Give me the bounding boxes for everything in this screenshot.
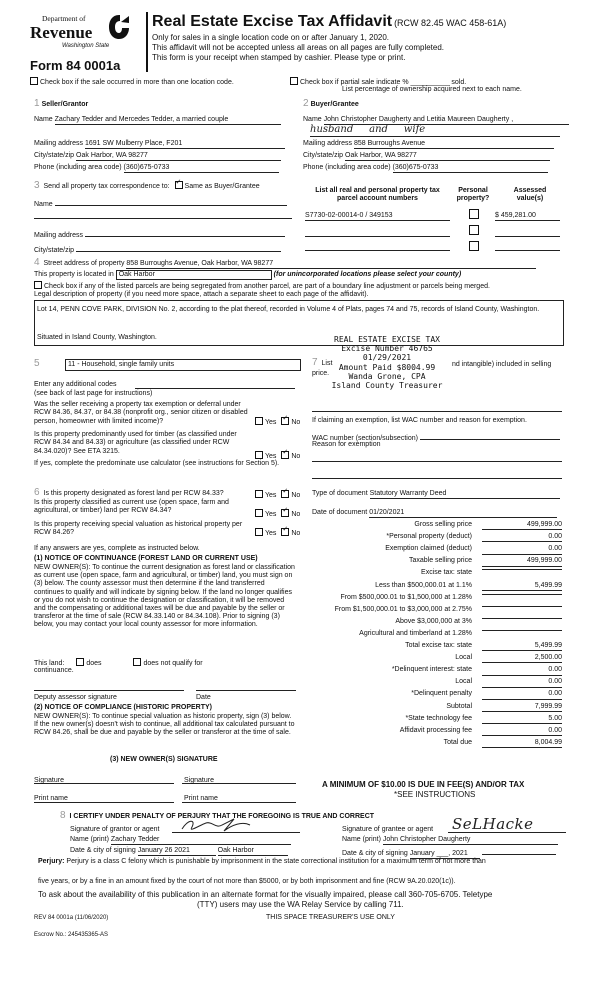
fee-label: Local: [455, 654, 472, 662]
street-field[interactable]: 858 Burroughs Avenue, Oak Harbor, WA 98277: [126, 260, 536, 269]
personal-property-checkbox[interactable]: [469, 209, 479, 219]
wac-label: WAC number (section/subsection): [312, 435, 418, 442]
if-any-note: If any answers are yes, complete as instructed below.: [34, 545, 200, 552]
owner-sig-label-2: Signature: [184, 777, 214, 784]
personal-col-header: Personal property?: [456, 187, 490, 203]
form-rcw: (RCW 82.45 WAC 458-61A): [394, 18, 507, 28]
timber-yes-label: Yes: [265, 453, 277, 460]
doc-type-field[interactable]: Statutory Warranty Deed: [370, 490, 560, 499]
tax-name-line-2[interactable]: [34, 217, 292, 219]
fee-value[interactable]: 5,499.99: [482, 582, 562, 591]
partial-sale-checkbox[interactable]: [290, 77, 298, 85]
section-number-2: 2: [303, 98, 309, 109]
seller-phone-field[interactable]: (360)675-0733: [124, 164, 279, 173]
legal-text-1: Lot 14, PENN COVE PARK, DIVISION No. 2, according to the plat thereof, recorded in Volume 4 of Plats, pages 74 and 75, records of Island County, Washington.: [37, 306, 540, 313]
grantor-name-field[interactable]: Zachary Tedder: [111, 836, 291, 845]
section-7-price: price.: [312, 370, 330, 377]
fee-value[interactable]: 0.00: [482, 727, 562, 736]
exempt-no-checkbox[interactable]: [281, 417, 289, 425]
fee-value[interactable]: 5,499.99: [482, 642, 562, 651]
street-row: [34, 257, 536, 269]
q-current: Is this property classified as current use (open space, farm and agricultural, or timber) land per RCW 84.34?: [34, 499, 229, 515]
escrow-number: Escrow No.: 245435365-AS: [34, 932, 109, 938]
personal-property-checkbox-3[interactable]: [469, 241, 479, 251]
land-use-select[interactable]: 11 - Household, single family units: [65, 359, 301, 371]
seller-heading: [34, 98, 88, 110]
notice-1-heading: (1) NOTICE OF CONTINUANCE (FOREST LAND OR CURRENT USE): [34, 555, 258, 562]
reason-line-2[interactable]: [312, 478, 562, 479]
notice-2-text: NEW OWNER(S): To continue special valuation as historic property, sign (3) below. If the new owner(s) doesn't wish to continue, all additional tax calculated pursuant to RCW 84.26, shall be due and payable by the seller or transferor at the time of sale.: [34, 713, 295, 737]
perjury-text: Perjury is a class C felony which is punishable by imprisonment in the state correctional institution for a maximum term of not more than: [66, 858, 486, 865]
doc-date-row: [312, 509, 557, 518]
buyer-mail-row: [303, 140, 554, 149]
treasurer-use-only: THIS SPACE TREASURER'S USE ONLY: [266, 914, 395, 921]
buyer-heading: [303, 98, 359, 110]
grantee-sig-label: Signature of grantee or agent: [342, 826, 434, 833]
seller-city-row: [34, 152, 281, 161]
form-title: Real Estate Excise Tax Affidavit: [152, 13, 393, 30]
stamp-line-2: Excise Number 46765: [341, 344, 433, 354]
parcel-cell[interactable]: S7730-02-00014-0 / 349153: [305, 212, 450, 221]
doc-date-label: Date of document: [312, 509, 368, 516]
stamp-line-1: REAL ESTATE EXCISE TAX: [334, 335, 440, 344]
buyer-name-handwritten: husband and wife: [310, 124, 560, 137]
header-line-3: This form is your receipt when stamped by cashier. Please type or print.: [152, 53, 406, 62]
grantee-name-label: Name (print): [342, 836, 381, 843]
owner-sig-label-1: Signature: [34, 777, 64, 784]
fee-label: *Delinquent interest: state: [391, 666, 472, 674]
logo-dept: Department of: [42, 14, 86, 23]
buyer-phone-field[interactable]: (360)675-0733: [393, 164, 548, 173]
partial-sale-label: Check box if partial sale indicate % __________ sold.: [300, 79, 467, 86]
notice-1-text: NEW OWNER(S): To continue the current designation as forest land or classification as current use (open space, farm and agricultural, or timber) land, you must sign on (3) below. The county assessor must then determine if the land transferred continues to qualify and will indicate by signing below. If the land no longer qualifies or you do not wish to continue the designation or classification, it will be removed and the compensating or additional taxes will be due and payable by the seller or transferor at the time of sale (RCW 84.33.140 or 84.34.108). Prior to signing (3) below, you may contact your local county assessor for more information.: [34, 564, 295, 629]
continuance-label: continuance.: [34, 667, 74, 674]
seller-name-label: Name: [34, 116, 53, 123]
assessed-row-3[interactable]: [495, 250, 560, 251]
street-label: Street address of property: [43, 260, 125, 267]
ada-line-2: (TTY) users may use the WA Relay Service by calling 711.: [197, 900, 404, 909]
fee-label: *Delinquent penalty: [411, 690, 472, 698]
tax-correspondence-row: [34, 180, 260, 192]
fee-label: Total due: [443, 738, 472, 746]
multi-location-checkbox[interactable]: [30, 77, 38, 85]
fee-value[interactable]: 499,999.00: [482, 557, 562, 566]
owner-print-label-1: Print name: [34, 795, 68, 802]
dor-logo: [30, 12, 134, 58]
fee-value[interactable]: [482, 618, 562, 619]
seller-name-field[interactable]: Zachary Tedder and Mercedes Tedder, a married couple: [55, 116, 281, 125]
owner-print-label-2: Print name: [184, 795, 218, 802]
fee-value[interactable]: [482, 606, 562, 607]
fee-label: *Personal property (deduct): [386, 533, 472, 541]
buyer-phone-label: Phone (including area code): [303, 164, 391, 171]
tax-city-label: City/state/zip: [34, 247, 75, 254]
buyer-city-row: [303, 152, 550, 161]
buyer-mail-field[interactable]: 858 Burroughs Avenue: [354, 140, 554, 149]
fee-value[interactable]: 0.00: [482, 545, 562, 554]
tax-correspondence-label: Send all property tax correspondence to:: [43, 183, 170, 190]
grantee-name-field[interactable]: John Christopher Daugherty: [383, 836, 558, 845]
header-line-2: This affidavit will not be accepted unless all areas on all pages are fully completed.: [152, 43, 445, 52]
does-label: does: [86, 660, 102, 667]
reason-label: Reason for exemption: [312, 441, 381, 448]
exempt-yes-label: Yes: [265, 419, 277, 426]
q-current-answer[interactable]: [255, 509, 300, 519]
doc-date-field[interactable]: 01/20/2021: [369, 509, 557, 518]
special-yes-checkbox[interactable]: [255, 528, 263, 536]
seller-phone-row: [34, 164, 279, 173]
fee-value[interactable]: 0.00: [482, 666, 562, 675]
section-7-row: [312, 357, 332, 369]
grantee-name-row: [342, 836, 558, 845]
tax-name-field[interactable]: [55, 198, 287, 206]
rev-number: REV 84 0001a (11/06/2020): [34, 915, 109, 921]
fee-label: From $500,000.01 to $1,500,000 at 1.28%: [340, 593, 472, 601]
seller-city-label: City/state/zip: [34, 152, 75, 159]
fee-label: *State technology fee: [405, 714, 472, 722]
fee-value[interactable]: 5.00: [482, 715, 562, 724]
additional-codes-label: Enter any additional codes: [34, 381, 117, 388]
reason-line-1[interactable]: [312, 461, 562, 462]
forest-yes-label: Yes: [265, 492, 277, 499]
tax-mail-label: Mailing address: [34, 232, 84, 239]
grantee-date-field[interactable]: January ___, 2021: [410, 850, 480, 859]
fee-value[interactable]: 8,004.99: [482, 739, 562, 748]
q-timber: Is this property predominantly used for timber (as classified under RCW 84.34 and 84.33) or agriculture (as classified under RCW 84.34.020)? See ETA 3215.: [34, 431, 237, 455]
certify-heading: I CERTIFY UNDER PENALTY OF PERJURY THAT THE FOREGOING IS TRUE AND CORRECT: [69, 813, 375, 820]
additional-codes-field[interactable]: [135, 381, 295, 389]
stamp-line-3: 01/29/2021: [362, 353, 412, 363]
grantor-sig-label: Signature of grantor or agent: [70, 826, 160, 833]
grantor-name-label: Name (print): [70, 836, 109, 843]
assessed-value-cell[interactable]: $ 459,281.00: [495, 212, 560, 221]
section-number-4: 4: [34, 257, 40, 268]
located-label: This property is located in: [34, 271, 114, 278]
exempt-no-label: No: [291, 419, 301, 426]
fee-value[interactable]: 7,999.99: [482, 703, 562, 712]
legal-description-box[interactable]: [34, 300, 564, 346]
assessed-col-header: Assessed value(s): [513, 187, 547, 203]
buyer-city-label: City/state/zip: [303, 152, 344, 159]
grantor-date-row: [70, 847, 288, 856]
deputy-date-line[interactable]: [196, 690, 296, 691]
grantor-signature: [176, 815, 276, 835]
buyer-phone-row: [303, 164, 548, 173]
same-as-buyer-checkbox[interactable]: [175, 181, 183, 189]
multi-location-label: Check box if the sale occurred in more than one location code.: [40, 79, 234, 86]
header-line-1: Only for sales in a single location code on or after January 1, 2020.: [152, 33, 390, 42]
buyer-name-label: Name: [303, 116, 322, 123]
legal-label: Legal description of property (if you need more space, attach a separate sheet to each page of the affidavit).: [34, 291, 369, 298]
deputy-label: Deputy assessor signature: [34, 694, 117, 701]
section-number-1: 1: [34, 98, 40, 109]
perjury-text-2: five years, or by a fine in an amount fixed by the court of not more than $5000, or by both imprisonment and fine (RCW 9A.20.020(1c)).: [38, 878, 456, 885]
special-no-checkbox[interactable]: [281, 528, 289, 536]
located-select[interactable]: Oak Harbor: [116, 270, 272, 280]
fee-value[interactable]: [482, 594, 562, 595]
segregated-row[interactable]: [34, 281, 490, 291]
parcel-row-2[interactable]: [305, 236, 450, 237]
fee-value[interactable]: [482, 630, 562, 631]
segregated-checkbox[interactable]: [34, 281, 42, 289]
fee-value[interactable]: 2,500.00: [482, 654, 562, 663]
deputy-date-label: Date: [196, 694, 211, 701]
grantee-date-label: Date & city of signing: [342, 850, 408, 857]
segregated-label: Check box if any of the listed parcels are being segregated from another parcel, are part of a boundary line adjustment or parcels being merged.: [44, 283, 490, 290]
tax-name-row: [34, 198, 287, 209]
grantor-date-label: Date & city of signing: [70, 847, 136, 854]
see-instructions: *SEE INSTRUCTIONS: [394, 790, 476, 799]
section-7-list: List: [321, 360, 333, 367]
tax-mail-row: [34, 229, 285, 240]
section-number-7: 7: [312, 357, 318, 368]
parcel-row-3[interactable]: [305, 250, 450, 251]
seller-mail-row: [34, 140, 285, 149]
fee-label: Less than $500,000.01 at 1.1%: [375, 581, 472, 589]
does-not-checkbox[interactable]: [133, 658, 141, 666]
buyer-mail-label: Mailing address: [303, 140, 353, 147]
tax-city-row: [34, 244, 281, 255]
forest-no-checkbox[interactable]: [281, 490, 289, 498]
buyer-city-field[interactable]: Oak Harbor, WA 98277: [345, 152, 550, 161]
exemption-top-line: [312, 411, 562, 412]
fee-label: Taxable selling price: [408, 557, 472, 565]
special-no-label: No: [291, 530, 301, 537]
section-number-6: 6: [34, 487, 40, 498]
q-forest-answer[interactable]: [255, 490, 300, 500]
section-number-3: 3: [34, 180, 40, 191]
fee-label: Local: [455, 678, 472, 686]
doc-type-row: [312, 490, 560, 499]
fee-label: Affidavit processing fee: [399, 726, 472, 734]
located-note: (for unincorporated locations please select your county): [273, 271, 462, 278]
q-forest: Is this property designated as forest land per RCW 84.33?: [43, 490, 224, 497]
logo-revenue: Revenue: [30, 23, 93, 42]
special-yes-label: Yes: [265, 530, 277, 537]
wac-field[interactable]: [420, 432, 560, 440]
fee-value[interactable]: 0.00: [482, 690, 562, 699]
grantor-date-field[interactable]: January 26 2021: [138, 847, 216, 856]
deputy-signature-line[interactable]: [34, 690, 184, 691]
fee-label: Total excise tax: state: [405, 642, 472, 649]
stamp-line-4: Amount Paid $8004.99: [338, 362, 436, 372]
tax-city-field[interactable]: [76, 244, 281, 252]
fee-value[interactable]: [482, 569, 562, 570]
this-land-label: This land:: [34, 660, 65, 667]
minimum-fee-note: A MINIMUM OF $10.00 IS DUE IN FEE(S) AND/OR TAX: [322, 780, 525, 789]
section-number-8: 8: [60, 810, 66, 821]
current-no-checkbox[interactable]: [281, 509, 289, 517]
assessed-row-2[interactable]: [495, 236, 560, 237]
fee-label: Gross selling price: [414, 521, 472, 528]
timber-no-label: No: [291, 453, 301, 460]
seller-mail-label: Mailing address: [34, 140, 84, 147]
fee-label: Exemption claimed (deduct): [385, 545, 472, 553]
section-7-tail: nd intangible) included in selling: [452, 361, 552, 368]
multi-location-check[interactable]: [30, 77, 234, 87]
seller-heading-label: Seller/Grantor: [41, 101, 89, 108]
same-as-buyer-label: Same as Buyer/Grantee: [184, 183, 260, 190]
seller-mail-field[interactable]: 1691 SW Mulberry Place, F201: [85, 140, 285, 149]
tax-mail-field[interactable]: [85, 229, 285, 237]
legal-text-2: Situated in Island County, Washington.: [37, 334, 157, 341]
fee-label: Excise tax: state: [421, 569, 472, 577]
does-checkbox[interactable]: [76, 658, 84, 666]
grantor-name-row: [70, 836, 291, 845]
timber-no-checkbox[interactable]: [281, 451, 289, 459]
grantee-signature: SeLHacke: [452, 815, 534, 833]
q-special: Is this property receiving special valuation as historical property per RCW 84.26?: [34, 521, 243, 537]
exemption-label: If claiming an exemption, list WAC number and reason for exemption.: [312, 417, 527, 424]
q-special-answer[interactable]: [255, 528, 300, 538]
partial-sale-sub: List percentage of ownership acquired next to each name.: [342, 86, 522, 93]
forest-no-label: No: [291, 492, 301, 499]
stamp-line-6: Island County Treasurer: [331, 380, 443, 390]
tax-name-label: Name: [34, 201, 53, 208]
personal-property-checkbox-2[interactable]: [469, 225, 479, 235]
perjury-label: Perjury:: [38, 858, 65, 865]
current-yes-label: Yes: [265, 511, 277, 518]
seller-name-row: [34, 116, 292, 125]
fee-label: Subtotal: [446, 702, 472, 710]
grantee-city-field[interactable]: [482, 847, 556, 855]
located-row: [34, 270, 461, 280]
current-yes-checkbox[interactable]: [255, 509, 263, 517]
notice-3-heading: (3) NEW OWNER(S) SIGNATURE: [110, 756, 218, 763]
stamp-line-5: Wanda Grone, CPA: [348, 371, 426, 381]
grantor-city-field[interactable]: Oak Harbor: [218, 847, 288, 856]
fee-label: From $1,500,000.01 to $3,000,000 at 2.75%: [334, 605, 472, 613]
perjury-row: [38, 858, 568, 866]
buyer-name-field[interactable]: John Christopher Daugherty and Letitia Maureen Daugherty ,: [324, 116, 569, 125]
forest-yes-checkbox[interactable]: [255, 490, 263, 498]
additional-codes-sub: (see back of last page for instructions): [34, 390, 153, 397]
fee-value[interactable]: 0.00: [482, 533, 562, 542]
parcel-col-header: List all real and personal property tax parcel account numbers: [315, 187, 440, 203]
doc-type-label: Type of document: [312, 490, 368, 497]
q-exemption-answer[interactable]: [255, 417, 300, 427]
seller-city-field[interactable]: Oak Harbor, WA 98277: [76, 152, 281, 161]
logo-state: Washington State: [62, 43, 110, 49]
notice-2-heading: (2) NOTICE OF COMPLIANCE (HISTORIC PROPERTY): [34, 704, 212, 711]
does-not-label: does not qualify for: [143, 660, 203, 667]
if-yes-note: If yes, complete the predominate use calculator (see instructions for Section 5).: [34, 460, 280, 467]
fee-label: Agricultural and timberland at 1.28%: [359, 629, 472, 637]
form-title-row: [152, 12, 506, 31]
seller-phone-label: Phone (including area code): [34, 164, 122, 171]
form-number: Form 84 0001a: [30, 58, 121, 73]
treasurer-stamp: [322, 335, 452, 390]
timber-yes-checkbox[interactable]: [255, 451, 263, 459]
header-divider: [146, 12, 148, 72]
fee-value[interactable]: 0.00: [482, 678, 562, 687]
buyer-heading-label: Buyer/Grantee: [310, 101, 359, 108]
current-no-label: No: [291, 511, 301, 518]
logo-swirl-icon: [108, 14, 130, 40]
exempt-yes-checkbox[interactable]: [255, 417, 263, 425]
q-forest-row: [34, 487, 224, 499]
section-5-row: [34, 358, 42, 370]
ada-line-1: To ask about the availability of this publication in an alternate format for the visually impaired, please call 360-705-6705. Teletype: [38, 890, 493, 899]
section-number-5: 5: [34, 358, 40, 369]
q-exemption: Was the seller receiving a property tax exemption or deferral under RCW 84.36, 84.37, or 84.38 (nonprofit org., senior citizen or disabled person, homeowner with limited income)?: [34, 401, 248, 425]
fee-label: Above $3,000,000 at 3%: [395, 617, 472, 625]
fee-value[interactable]: 499,999.00: [482, 521, 562, 530]
